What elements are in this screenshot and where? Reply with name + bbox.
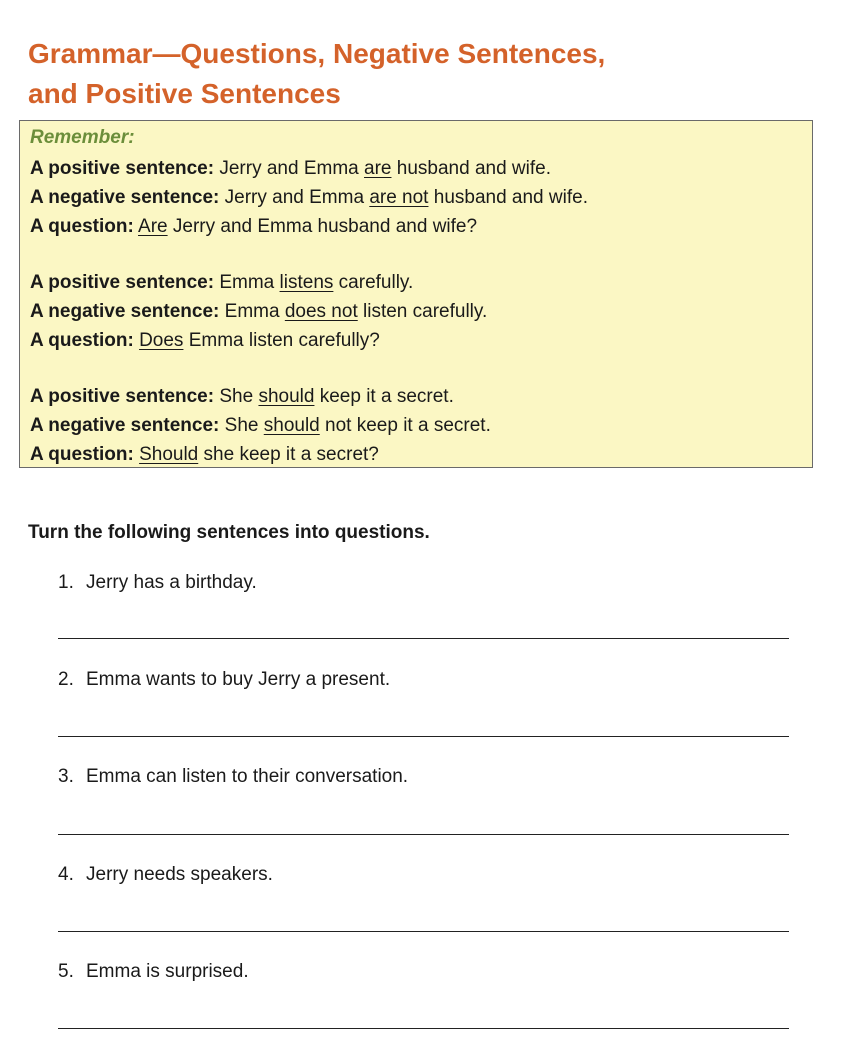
example-text: listen carefully. (357, 301, 488, 322)
exercise-item-3 (58, 766, 408, 788)
example-label: A positive sentence: (30, 386, 215, 407)
example-label: A positive sentence: (30, 158, 215, 179)
item-text: Jerry needs speakers. (86, 864, 273, 885)
example-text: husband and wife. (391, 158, 551, 179)
example-underlined: are (364, 158, 392, 179)
item-number: 2. (58, 669, 74, 690)
example-text: Jerry and Emma husband and wife? (167, 216, 478, 237)
example-negative-1 (30, 185, 588, 211)
item-text: Jerry has a birthday. (86, 572, 257, 593)
example-underlined: are not (369, 187, 429, 208)
example-text: not keep it a secret. (319, 415, 491, 436)
example-text: husband and wife. (428, 187, 588, 208)
example-underlined: Are (138, 216, 168, 237)
item-text: Emma wants to buy Jerry a present. (86, 669, 391, 690)
item-number: 3. (58, 766, 74, 787)
example-underlined: Should (139, 444, 199, 465)
example-text: Emma (214, 272, 280, 293)
answer-line-2[interactable] (58, 736, 789, 737)
example-label: A negative sentence: (30, 301, 220, 322)
exercise-item-5 (58, 961, 249, 983)
title-line-1: Grammar—Questions, Negative Sentences, (28, 38, 606, 69)
example-label: A positive sentence: (30, 272, 215, 293)
example-text: Jerry and Emma (219, 187, 370, 208)
example-underlined: listens (279, 272, 334, 293)
example-positive-3 (30, 384, 454, 410)
answer-line-3[interactable] (58, 834, 789, 835)
example-question-3 (30, 442, 379, 468)
exercise-item-4 (58, 864, 273, 886)
example-underlined: should (263, 415, 320, 436)
exercise-item-2 (58, 669, 390, 691)
item-number: 5. (58, 961, 74, 982)
example-question-1 (30, 214, 477, 240)
example-text: carefully. (333, 272, 414, 293)
example-text: She (214, 386, 259, 407)
example-underlined: Does (139, 330, 184, 351)
example-question-2 (30, 328, 380, 354)
example-underlined: should (258, 386, 315, 407)
title-line-2: and Positive Sentences (28, 78, 341, 109)
item-text: Emma is surprised. (86, 961, 249, 982)
example-label: A question: (30, 444, 134, 465)
item-number: 4. (58, 864, 74, 885)
answer-line-1[interactable] (58, 638, 789, 639)
example-label: A negative sentence: (30, 415, 220, 436)
remember-box (19, 120, 813, 468)
answer-line-5[interactable] (58, 1028, 789, 1029)
item-text: Emma can listen to their conversation. (86, 766, 409, 787)
example-text: keep it a secret. (314, 386, 454, 407)
example-label: A question: (30, 216, 134, 237)
example-label: A question: (30, 330, 134, 351)
example-text: Emma (219, 301, 285, 322)
example-text: she keep it a secret? (198, 444, 379, 465)
example-text: Emma listen carefully? (183, 330, 380, 351)
example-positive-1 (30, 156, 551, 182)
example-positive-2 (30, 270, 413, 296)
example-label: A negative sentence: (30, 187, 220, 208)
example-text: She (219, 415, 264, 436)
page-title (28, 34, 605, 114)
example-underlined: does not (284, 301, 358, 322)
example-negative-3 (30, 413, 491, 439)
item-number: 1. (58, 572, 74, 593)
exercise-item-1 (58, 572, 257, 594)
example-text: Jerry and Emma (214, 158, 365, 179)
example-negative-2 (30, 299, 487, 325)
exercise-instructions: Turn the following sentences into questions. (28, 522, 430, 543)
remember-heading: Remember: (30, 127, 135, 148)
answer-line-4[interactable] (58, 931, 789, 932)
